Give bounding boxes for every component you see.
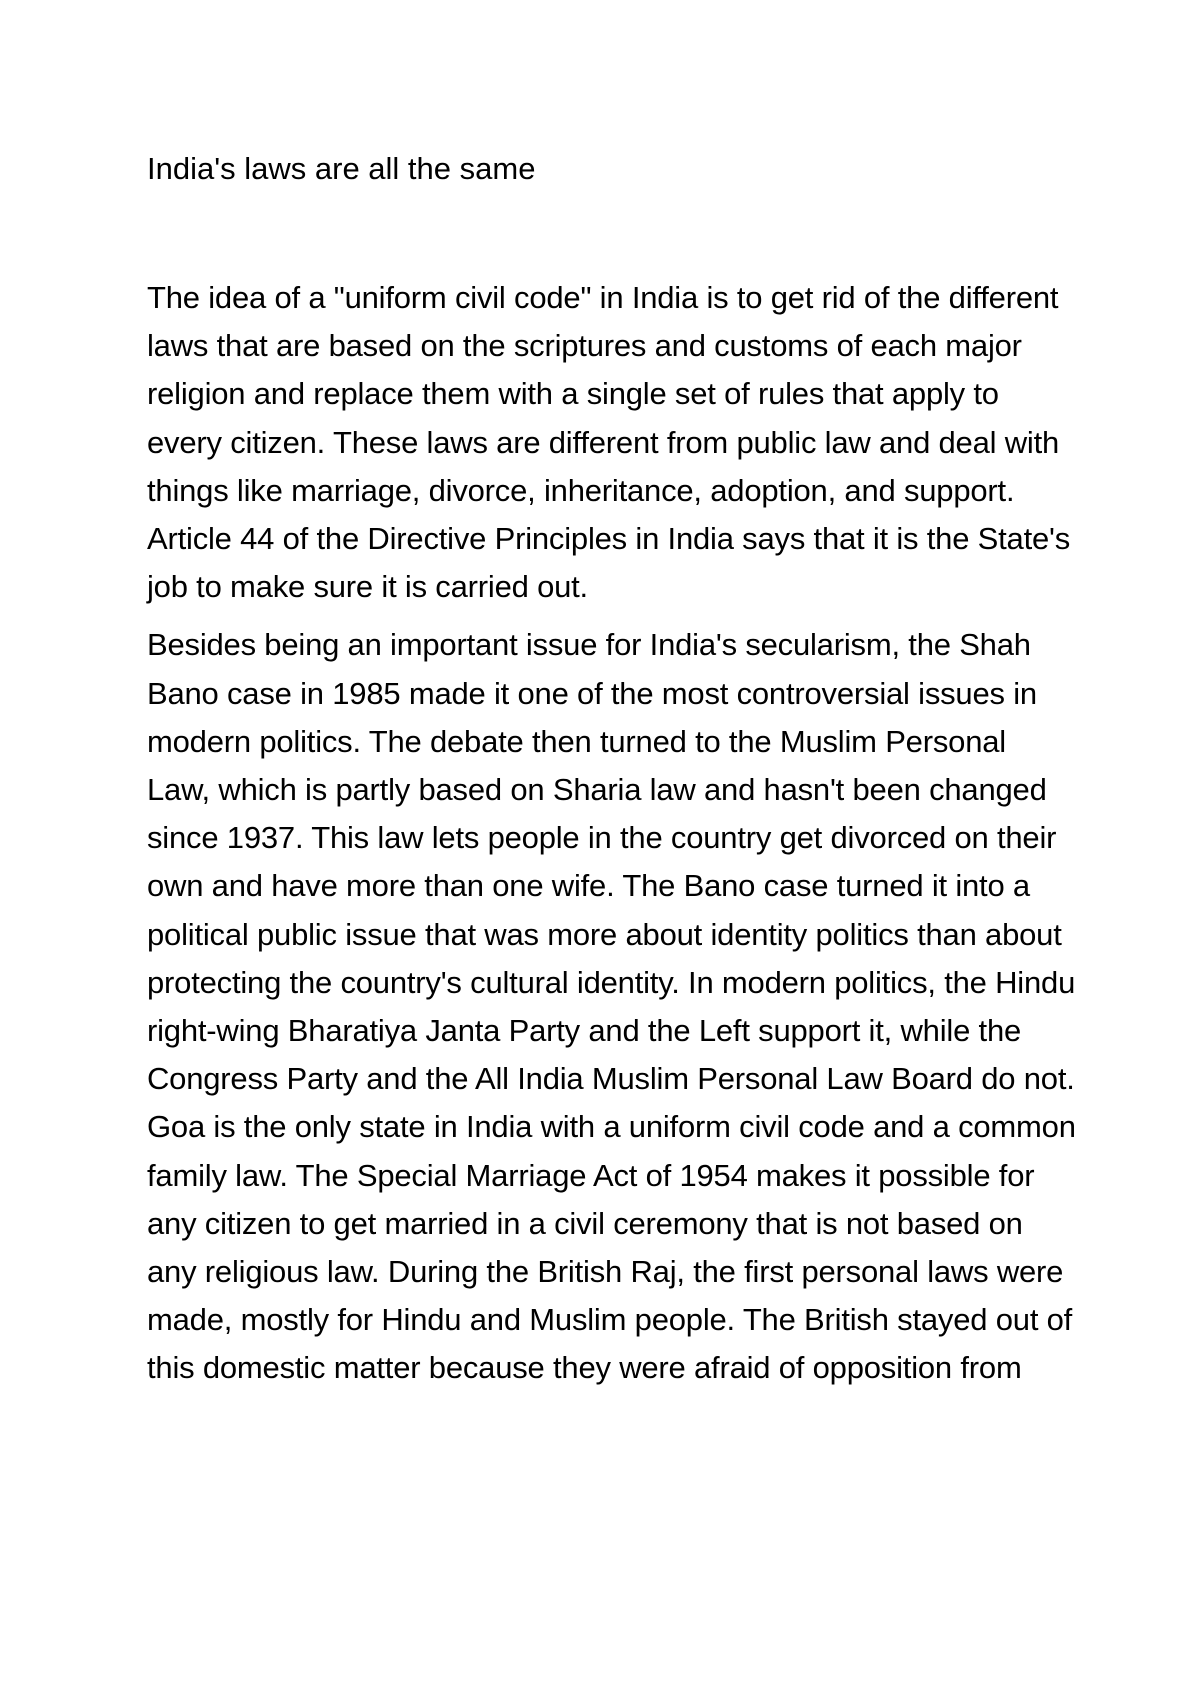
paragraph-shah-bano-case: Besides being an important issue for India's secularism, the Shah Bano case in 1985 made it one of the most controversial issues in modern politics. The debate then turned to the Muslim Personal Law, which is partly based on Sharia law and hasn't been changed since 1937. This law lets people in the country get divorced on their own and have more than one wife. The Bano case turned it into a political public issue that was more about identity politics than about protecting the country's cultural identity. In modern politics, the Hindu right-wing Bharatiya Janta Party and the Left support it, while the Congress Party and the All India Muslim Personal Law Board do not. Goa is the only state in India with a uniform civil code and a common family law. The Special Marriage Act of 1954 makes it possible for any citizen to get married in a civil ceremony that is not based on any religious law. During the British Raj, the first personal laws were made, mostly for Hindu and Muslim people. The British stayed out of this domestic matter because they were afraid of opposition from: [147, 627, 1076, 1386]
document-content: [147, 145, 1077, 1393]
paragraph-uniform-civil-code: The idea of a "uniform civil code" in India is to get rid of the different laws that are based on the scriptures and customs of each major religion and replace them with a single set of rules that apply to every citizen. These laws are different from public law and deal with things like marriage, divorce, inheritance, adoption, and support. Article 44 of the Directive Principles in India says that it is the State's job to make sure it is carried out.: [147, 280, 1071, 605]
document-title: India's laws are all the same: [147, 151, 536, 186]
